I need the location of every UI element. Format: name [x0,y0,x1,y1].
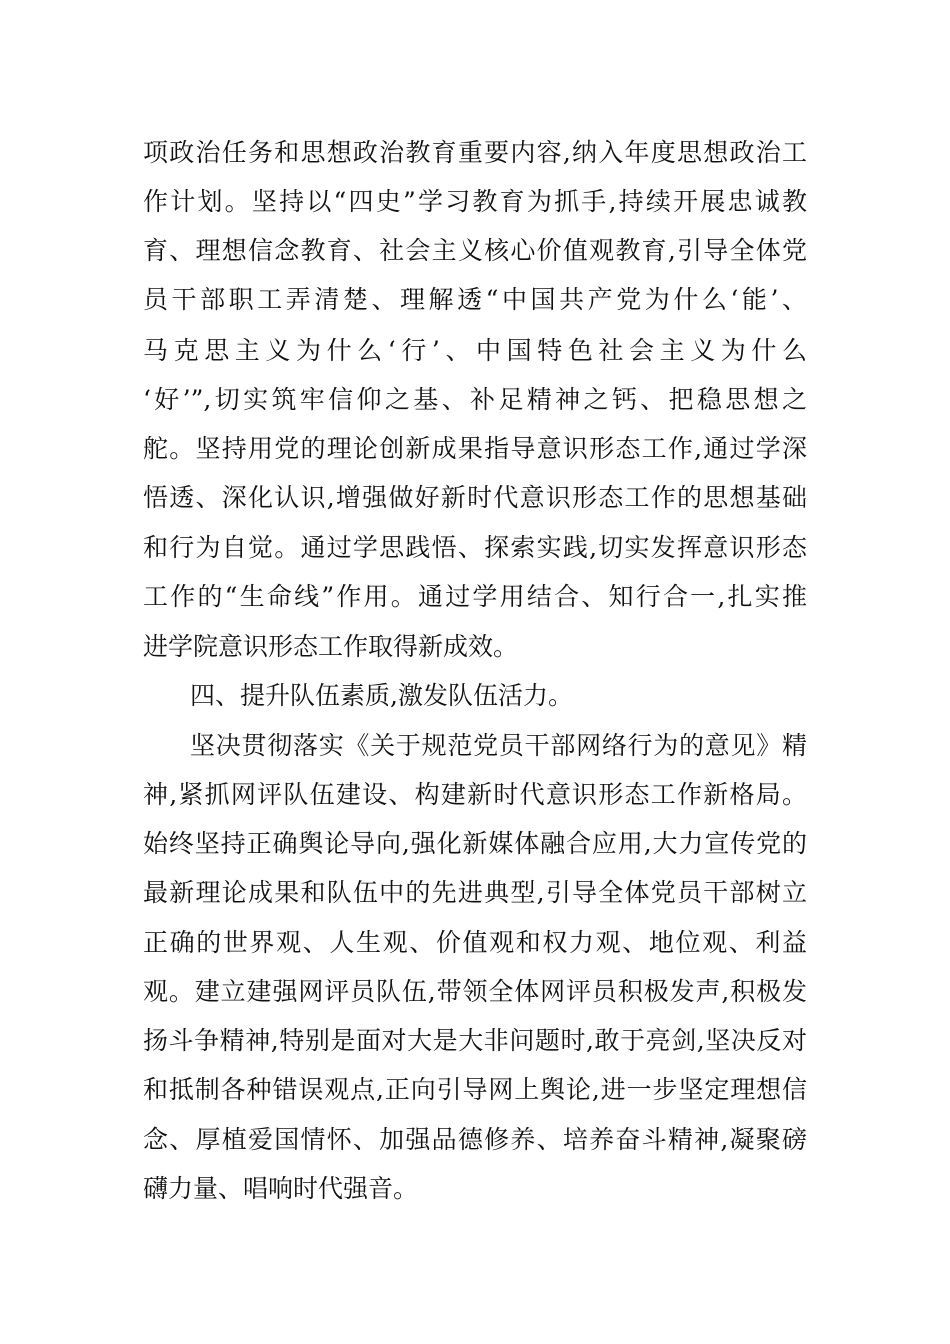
text-line: 项政治任务和思想政治教育重要内容,纳入年度思想政治工 [143,138,807,167]
section-heading: 四、提升队伍素质,激发队伍活力。 [190,681,573,710]
text-line: 最新理论成果和队伍中的先进典型,引导全体党员干部树立 [143,878,807,907]
text-line: ‘好’”,切实筑牢信仰之基、补足精神之钙、把稳思想之 [143,385,807,414]
text-line: 员干部职工弄清楚、理解透“中国共产党为什么‘能’、 [143,285,807,314]
text-line: 育、理想信念教育、社会主义核心价值观教育,引导全体党 [143,236,807,265]
text-line: 工作的“生命线”作用。通过学用结合、知行合一,扎实推 [143,582,807,611]
text-line: 扬斗争精神,特别是面对大是大非问题时,敢于亮剑,坚决反对 [143,1026,807,1055]
text-line: 和抵制各种错误观点,正向引导网上舆论,进一步坚定理想信 [143,1075,807,1104]
text-line: 悟透、深化认识,增强做好新时代意识形态工作的思想基础 [143,483,807,512]
text-line: 观。建立建强网评员队伍,带领全体网评员积极发声,积极发 [143,977,807,1006]
text-line: 念、厚植爱国情怀、加强品德修养、培养奋斗精神,凝聚磅 [143,1125,807,1154]
text-line: 神,紧抓网评队伍建设、构建新时代意识形态工作新格局。 [143,780,807,809]
text-line: 和行为自觉。通过学思践悟、探索实践,切实发挥意识形态 [143,533,807,562]
text-line: 舵。坚持用党的理论创新成果指导意识形态工作,通过学深 [143,434,807,463]
text-line: 坚决贯彻落实《关于规范党员干部网络行为的意见》精 [190,731,807,760]
text-line: 礴力量、唱响时代强音。 [143,1174,419,1203]
text-line: 正确的世界观、人生观、价值观和权力观、地位观、利益 [143,928,807,957]
text-line: 进学院意识形态工作取得新成效。 [143,632,519,661]
text-line: 作计划。坚持以“四史”学习教育为抓手,持续开展忠诚教 [143,187,807,216]
text-line: 马克思主义为什么‘行’、中国特色社会主义为什么 [143,336,807,365]
text-line: 始终坚持正确舆论导向,强化新媒体融合应用,大力宣传党的 [143,829,807,858]
